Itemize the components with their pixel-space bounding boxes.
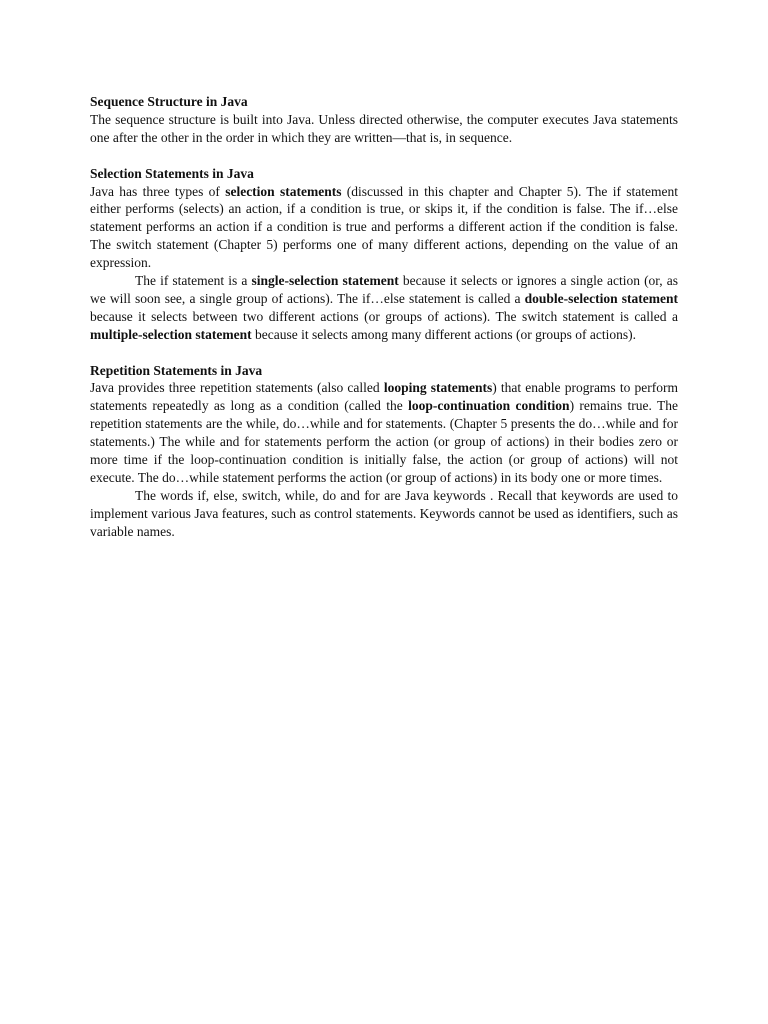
bold-term: looping statements [383, 380, 493, 396]
text-run: because it selects or ignores a single action (or, as we will soon see, a single group of actions). The if…else statement is called a [90, 273, 678, 306]
document-page [90, 93, 678, 559]
text-run: ) remains true. The repetition statements are the while, do…while and for statements. (Chapter 5 presents the do…while and for statements.) The while and for statements perform the action (or group of actions) in their bodies zero or more time if the loop-continuation condition is initially false, the action (or group of actions) will not execute. The do…while statement performs the action (or group of actions) in its body one or more times. [90, 398, 678, 485]
section-heading: Repetition Statements in Java [90, 362, 263, 378]
paragraph [90, 183, 678, 273]
text-run: ) that enable programs to perform statements repeatedly as long as a condition (called the [90, 380, 678, 414]
bold-term: single-selection statement [251, 273, 399, 289]
text-run: The if statement is a [135, 273, 252, 289]
section-selection [90, 165, 678, 344]
section-repetition [90, 362, 678, 541]
bold-term: selection statements [225, 183, 342, 199]
bold-term: multiple-selection statement [90, 326, 252, 342]
text-run: because it selects between two different actions (or groups of actions). The switch statement is called a [90, 308, 678, 324]
text-run: The words if, else, switch, while, do and for are Java keywords . Recall that keywords are used to implement various Java features, such as control statements. Keywords cannot be used as identifiers, such as variable names. [90, 487, 678, 539]
paragraph [90, 487, 678, 541]
paragraph [90, 379, 678, 486]
bold-term: loop-continuation condition [408, 398, 570, 414]
bold-term: double-selection statement [524, 290, 678, 306]
text-run: because it selects among many different actions (or groups of actions). [251, 326, 636, 342]
section-sequence [90, 93, 678, 147]
text-run: Java has three types of [90, 183, 226, 199]
text-run: The sequence structure is built into Java. Unless directed otherwise, the computer executes Java statements one after the other in the order in which they are written—that is, in sequence. [90, 111, 678, 145]
section-heading: Sequence Structure in Java [90, 94, 248, 109]
paragraph [90, 111, 678, 147]
section-heading: Selection Statements in Java [90, 165, 254, 181]
paragraph [90, 272, 678, 344]
text-run: (discussed in this chapter and Chapter 5). The if statement either performs (selects) an action, if a condition is true, or skips it, if the condition is false. The if…else statement performs an action if a condition is true and performs a different action if the condition is false. The switch statement (Chapter 5) performs one of many different actions, depending on the value of an expression. [90, 183, 678, 271]
text-run: Java provides three repetition statements (also called [90, 380, 384, 396]
